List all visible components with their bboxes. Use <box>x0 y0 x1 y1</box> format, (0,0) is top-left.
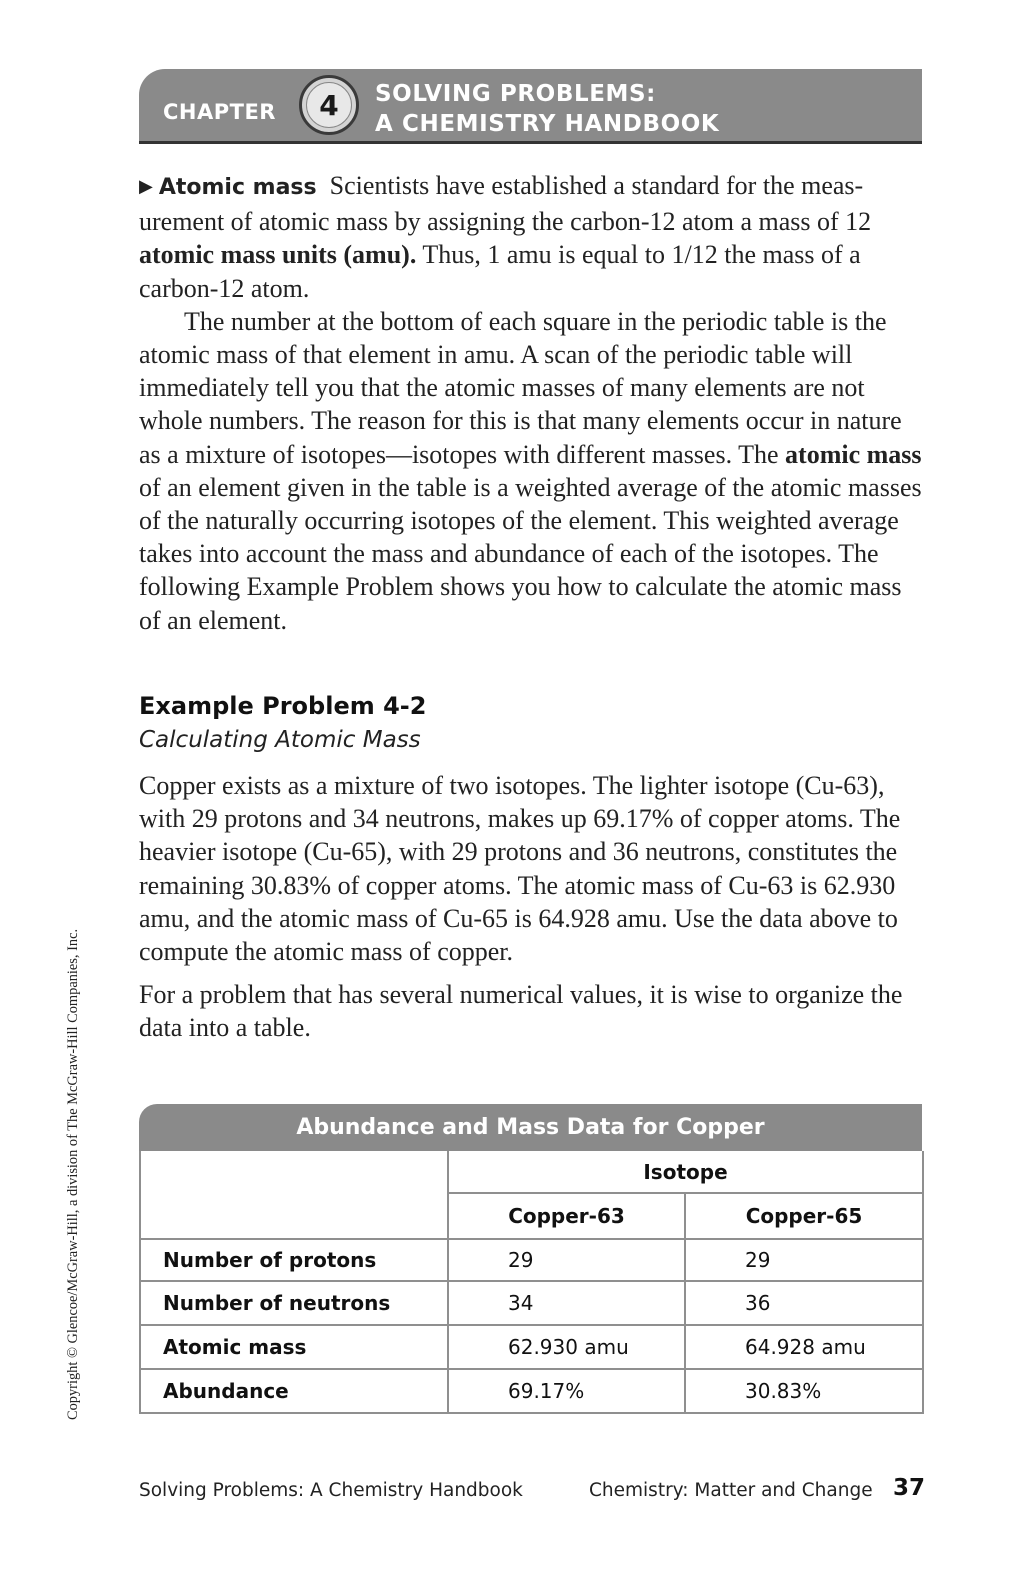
p2-bold-term: atomic mass <box>785 439 922 469</box>
table-header-row-group <box>140 1151 923 1193</box>
table-group-header: Isotope <box>448 1151 923 1193</box>
example-body <box>139 769 929 1045</box>
row-label: Number of neutrons <box>140 1281 448 1325</box>
row-label: Number of protons <box>140 1239 448 1281</box>
example-subheading: Calculating Atomic Mass <box>139 727 421 753</box>
footer-series-title: Chemistry: Matter and Change <box>589 1480 873 1501</box>
section-heading: Atomic mass <box>158 175 317 200</box>
page-number: 37 <box>893 1475 926 1501</box>
chapter-number: 4 <box>306 82 352 128</box>
paragraph-periodic-table <box>139 305 929 637</box>
table-row <box>140 1281 923 1325</box>
column-header: Copper-63 <box>448 1193 685 1239</box>
bullet-arrow-icon: ▶ <box>139 176 153 196</box>
table-cell: 29 <box>448 1239 685 1281</box>
table-cell: 69.17% <box>448 1369 685 1413</box>
p1-text-a: Scientists have established a standard for the meas-urement of atomic mass by assigning the carbon-12 atom a mass of 12 <box>139 171 872 237</box>
p2-text-b: of an element given in the table is a weighted average of the atomic masses of the naturally occurring isotopes of the element. This weighted average takes into account the mass and abundance of each of the isotopes. The following Example Problem shows you how to calculate the atomic mass of an element. <box>139 472 922 635</box>
copyright-notice: Copyright © Glencoe/McGraw-Hill, a division of The McGraw-Hill Companies, Inc. <box>65 928 81 1420</box>
chapter-number-badge <box>299 75 359 135</box>
copper-data-table <box>139 1104 922 1414</box>
row-label: Abundance <box>140 1369 448 1413</box>
table-title: Abundance and Mass Data for Copper <box>139 1104 922 1151</box>
chapter-title-line1: SOLVING PROBLEMS: <box>375 81 656 107</box>
table-corner-cell <box>140 1151 448 1239</box>
table-cell: 30.83% <box>685 1369 923 1413</box>
column-header: Copper-65 <box>685 1193 923 1239</box>
chapter-label: CHAPTER <box>163 100 276 124</box>
p1-bold-term: atomic mass units (amu). <box>139 240 417 270</box>
example-paragraph-1: Copper exists as a mixture of two isotopes. The lighter isotope (Cu-63), with 29 protons and 34 neutrons, makes up 69.17% of copper atoms. The heavier isotope (Cu-65), with 29 protons and 36 neutrons, constitutes the remaining 30.83% of copper atoms. The atomic mass of Cu-63 is 62.930 amu, and the atomic mass of Cu-65 is 64.928 amu. Use the data above to compute the atomic mass of copper. <box>139 771 901 967</box>
p1-text-b: Thus, 1 amu is equal to 1/12 the mass of a carbon-12 atom. <box>139 240 861 303</box>
table-cell: 34 <box>448 1281 685 1325</box>
chapter-header <box>139 69 922 144</box>
footer-book-title: Solving Problems: A Chemistry Handbook <box>139 1480 523 1501</box>
table-row <box>140 1369 923 1413</box>
example-heading: Example Problem 4-2 <box>139 692 427 720</box>
table-row <box>140 1239 923 1281</box>
table-cell: 36 <box>685 1281 923 1325</box>
chapter-title-line2: A CHEMISTRY HANDBOOK <box>375 111 720 137</box>
paragraph-atomic-mass-intro <box>139 169 929 305</box>
table-row <box>140 1325 923 1369</box>
table-cell: 62.930 amu <box>448 1325 685 1369</box>
row-label: Atomic mass <box>140 1325 448 1369</box>
example-paragraph-2: For a problem that has several numerical values, it is wise to organize the data into a table. <box>139 980 903 1043</box>
chapter-title <box>375 79 719 139</box>
p2-text-a: The number at the bottom of each square in the periodic table is the atomic mass of that element in amu. A scan of the periodic table will immediately tell you that the atomic masses of many elements are not whole numbers. The reason for this is that many elements occur in nature as a mixture of isotopes—isotopes with different masses. The <box>139 306 902 469</box>
atomic-mass-section <box>139 169 929 637</box>
table-cell: 64.928 amu <box>685 1325 923 1369</box>
table-cell: 29 <box>685 1239 923 1281</box>
data-table <box>139 1151 924 1414</box>
